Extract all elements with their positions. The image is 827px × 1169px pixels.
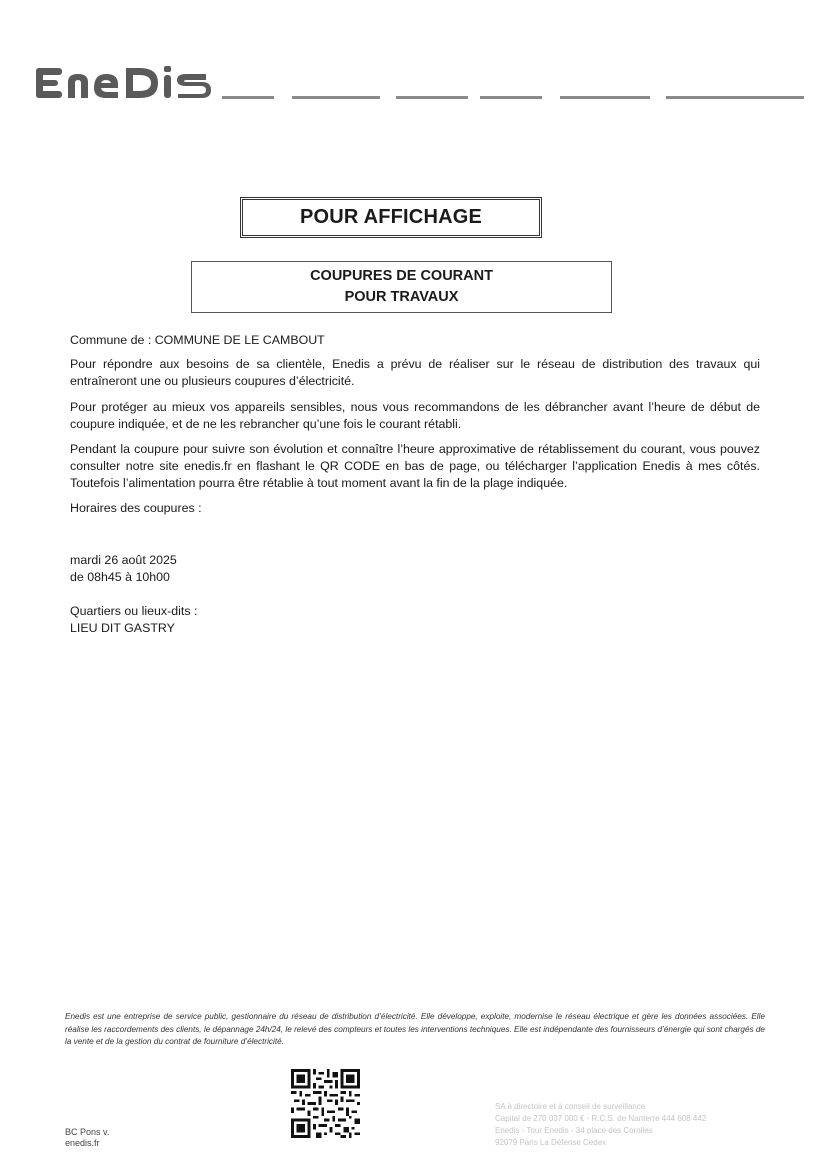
title-label: POUR AFFICHAGE	[299, 206, 483, 228]
subtitle-line-2: POUR TRAVAUX	[344, 289, 459, 305]
commune-line: Commune de : COMMUNE DE LE CAMBOUT	[70, 333, 325, 347]
footer-right-line-4: 92079 Paris La Défense Cedex	[495, 1138, 607, 1147]
footer-left-line-2: enedis.fr	[65, 1138, 100, 1148]
footer-left-line-1: BC Pons v.	[65, 1127, 110, 1137]
footer-right-line-2: Capital de 270 037 000 € - R.C.S. de Nanterre 444 608 442	[495, 1114, 707, 1123]
outage-date: mardi 26 août 2025	[70, 553, 177, 567]
subtitle-line-1: COUPURES DE COURANT	[310, 268, 493, 284]
header-rule	[666, 96, 804, 99]
title-box	[240, 197, 542, 238]
header-rule	[396, 96, 468, 99]
subtitle-box	[191, 261, 612, 313]
enedis-logo-icon	[36, 62, 211, 102]
paragraph-3: Pendant la coupure pour suivre son évolution et connaître l’heure approximative de rétablissement du courant, vous pouvez consulter notre site enedis.fr en flashant le QR CODE en bas de page, ou télécharger l’application Enedis à mes côtés. Toutefois l’alimentation pourra être rétablie à tout moment avant la fin de la plage indiquée.	[70, 442, 760, 490]
header-rule	[222, 96, 274, 99]
header-rule	[292, 96, 380, 99]
qr-code[interactable]	[291, 1069, 360, 1138]
footer-company-info	[495, 1101, 735, 1149]
footer-legal-text: Enedis est une entreprise de service public, gestionnaire du réseau de distribution d’électricité. Elle développe, exploite, modernise le réseau électrique et gère les données associées. Elle réalise les raccordements des clients, le dépannage 24h/24, le relevé des compteurs et toutes les interventions techniques. Elle est indépendante des fournisseurs d’énergie qui sont chargés de la vente et de la gestion du contrat de fourniture d’électricité.	[65, 1012, 765, 1046]
qr-code-icon	[291, 1069, 360, 1138]
schedule-label: Horaires des coupures :	[70, 501, 202, 515]
paragraph-2: Pour protéger au mieux vos appareils sensibles, nous vous recommandons de les débrancher avant l’heure de début de coupure indiquée, et de ne les rebrancher qu’une fois le courant rétabli.	[70, 400, 760, 431]
places-label: Quartiers ou lieux-dits :	[70, 604, 198, 618]
header-rule	[560, 96, 650, 99]
footer-right-line-1: SA à directoire et à conseil de surveillance	[495, 1102, 646, 1111]
place-name: LIEU DIT GASTRY	[70, 621, 175, 635]
outage-time-range: de 08h45 à 10h00	[70, 570, 170, 584]
enedis-logo	[36, 62, 211, 102]
paragraph-1: Pour répondre aux besoins de sa clientèle, Enedis a prévu de réaliser sur le réseau de distribution des travaux qui entraîneront une ou plusieurs coupures d’électricité.	[70, 357, 760, 388]
footer-right-line-3: Enedis - Tour Enedis - 34 place des Corolles	[495, 1126, 653, 1135]
header-rule	[480, 96, 542, 99]
